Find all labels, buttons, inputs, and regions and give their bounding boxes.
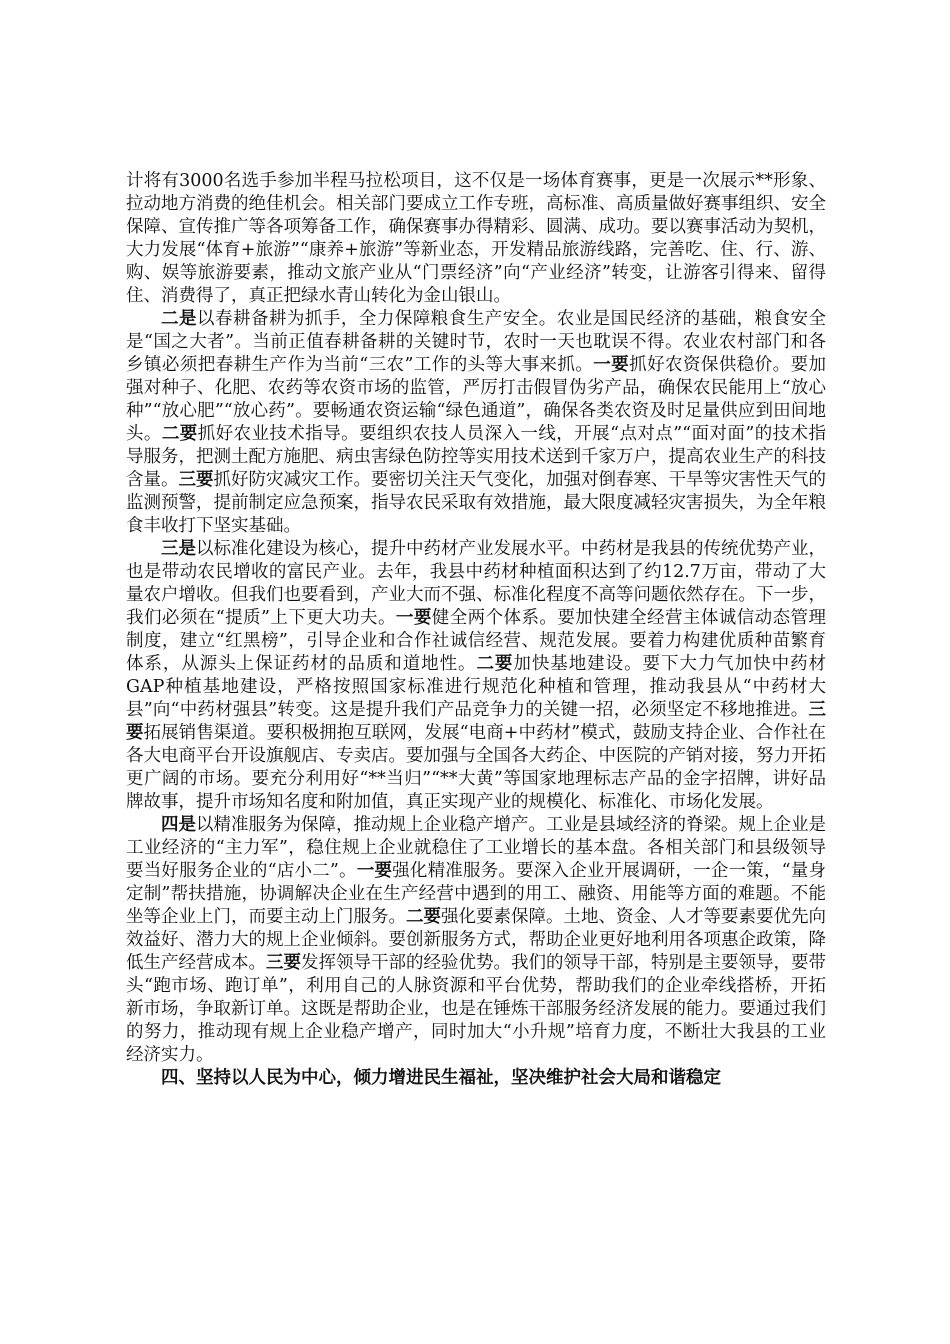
text-run: 计将有3000名选手参加半程马拉松项目，这不仅是一场体育赛事，更是一次展示**形象、拉动地方消费的绝佳机会。相关部门要成立工作专班，高标准、高质量做好赛事组织、安全保障、宣传推广等各项筹备工作，确保赛事办得精彩、圆满、成功。要以赛事活动为契机，大力发展“体育+旅游”“康养+旅游”等新业态，开发精品旅游线路，完善吃、住、行、游、购、娱等旅游要素，推动文旅产业从“门票经济”向“产业经济”转变，让游客引得来、留得住、消费得了，真正把绿水青山转化为金山银山。 — [126, 171, 826, 306]
text-run: 以精准服务为保障，推动规上企业稳产增产。工业是县域经济的脊梁。规上企业是工业经济的“主力军”，稳住规上企业就稳住了工业增长的基本盘。各相关部门和县级领导要当好服务企业的“店小二”。 — [126, 815, 826, 881]
emphasis-marker: 二是 — [161, 309, 197, 329]
text-run: 发挥领导干部的经验优势。我们的领导干部，特别是主要领导，要带头“跑市场、跑订单”，利用自己的人脉资源和平台优势，帮助我们的企业牵线搭桥，开拓新市场，争取新订单。这既是帮助企业，也是在锤炼干部服务经济发展的能力。要通过我们的努力，推动现有规上企业稳产增产，同时加大“小升规”培育力度，不断壮大我县的工业经济实力。 — [126, 953, 826, 1065]
emphasis-marker: 四是 — [161, 815, 196, 835]
paragraph-chinese-herbal-medicine — [126, 538, 826, 814]
text-run: 以春耕备耕为抓手，全力保障粮食生产安全。农业是国民经济的基础，粮食安全是“国之大者”。当前正值春耕备耕的关键时节，农时一天也耽误不得。农业农村部门和各乡镇必须把春耕生产作为当前“三农”工作的头等大事来抓。 — [126, 309, 827, 375]
emphasis-marker: 一要 — [593, 355, 630, 375]
emphasis-marker: 一要 — [356, 861, 393, 881]
text-run: 强化精准服务。要深入企业开展调研，一企一策，“量身定制”帮扶措施，协调解决企业在生产经营中遇到的用工、融资、用能等方面的难题。不能坐等企业上门，而要主动上门服务。 — [126, 861, 827, 927]
text-run: 抓好农资保供稳价。要加强对种子、化肥、农药等农资市场的监管，严厉打击假冒伪劣产品，确保农民能用上“放心种”“放心肥”“放心药”。要畅通农资运输“绿色通道”，确保各类农资及时足量供应到田间地头。 — [126, 355, 827, 444]
section-heading: 四、坚持以人民为中心，倾力增进民生福祉，坚决维护社会大局和谐稳定 — [161, 1068, 721, 1088]
paragraph-spring-farming — [126, 308, 826, 538]
paragraph-tourism-continued — [126, 170, 826, 308]
text-run: 加快基地建设。要下大力气加快中药材GAP种植基地建设，严格按照国家标准进行规范化种植和管理，推动我县从“中药材大县”向“中药材强县”转变。这是提升我们产品竞争力的关键一招，必须坚定不移地推进。 — [126, 654, 827, 720]
document-body — [126, 170, 826, 1090]
emphasis-marker: 三要 — [266, 953, 301, 973]
text-run: 抓好农业技术指导。要组织农技人员深入一线，开展“点对点”“面对面”的技术指导服务，把测土配方施肥、病虫害绿色防控等实用技术送到千家万户，提高农业生产的科技含量。 — [126, 424, 826, 490]
emphasis-marker: 三是 — [161, 539, 196, 559]
emphasis-marker: 二要 — [476, 654, 514, 674]
text-run: 以标准化建设为核心，提升中药材产业发展水平。中药材是我县的传统优势产业，也是带动农民增收的富民产业。去年，我县中药材种植面积达到了约12.7万亩，带动了大量农户增收。但我们也要看到，产业大而不强、标准化程度不高等问题依然存在。下一步，我们必须在“提质”上下更大功夫。 — [126, 539, 826, 628]
text-run: 拓展销售渠道。要积极拥抱互联网，发展“电商+中药材”模式，鼓励支持企业、合作社在各大电商平台开设旗舰店、专卖店。要加强与全国各大药企、中医院的产销对接，努力开拓更广阔的市场。要充分利用好“**当归”“**大黄”等国家地理标志产品的金字招牌，讲好品牌故事，提升市场知名度和附加值，真正实现产业的规模化、标准化、市场化发展。 — [126, 723, 826, 812]
text-run: 健全两个体系。要加快建全经营主体诚信动态管理制度，建立“红黑榜”，引导企业和合作社诚信经营、规范发展。要着力构建优质种苗繁育体系，从源头上保证药材的品质和道地性。 — [126, 608, 826, 674]
text-run: 强化要素保障。土地、资金、人才等要素要优先向效益好、潜力大的规上企业倾斜。要创新服务方式，帮助企业更好地利用各项惠企政策，降低生产经营成本。 — [126, 907, 826, 973]
emphasis-marker: 三要 — [126, 700, 826, 743]
emphasis-marker: 一要 — [395, 608, 432, 628]
emphasis-marker: 二要 — [161, 424, 198, 444]
emphasis-marker: 二要 — [406, 907, 441, 927]
paragraph-industrial-enterprises — [126, 814, 826, 1067]
emphasis-marker: 三要 — [178, 470, 214, 490]
text-run: 抓好防灾减灾工作。要密切关注天气变化，加强对倒春寒、干旱等灾害性天气的监测预警，提前制定应急预案，指导农民采取有效措施，最大限度减轻灾害损失，为全年粮食丰收打下坚实基础。 — [126, 470, 826, 536]
